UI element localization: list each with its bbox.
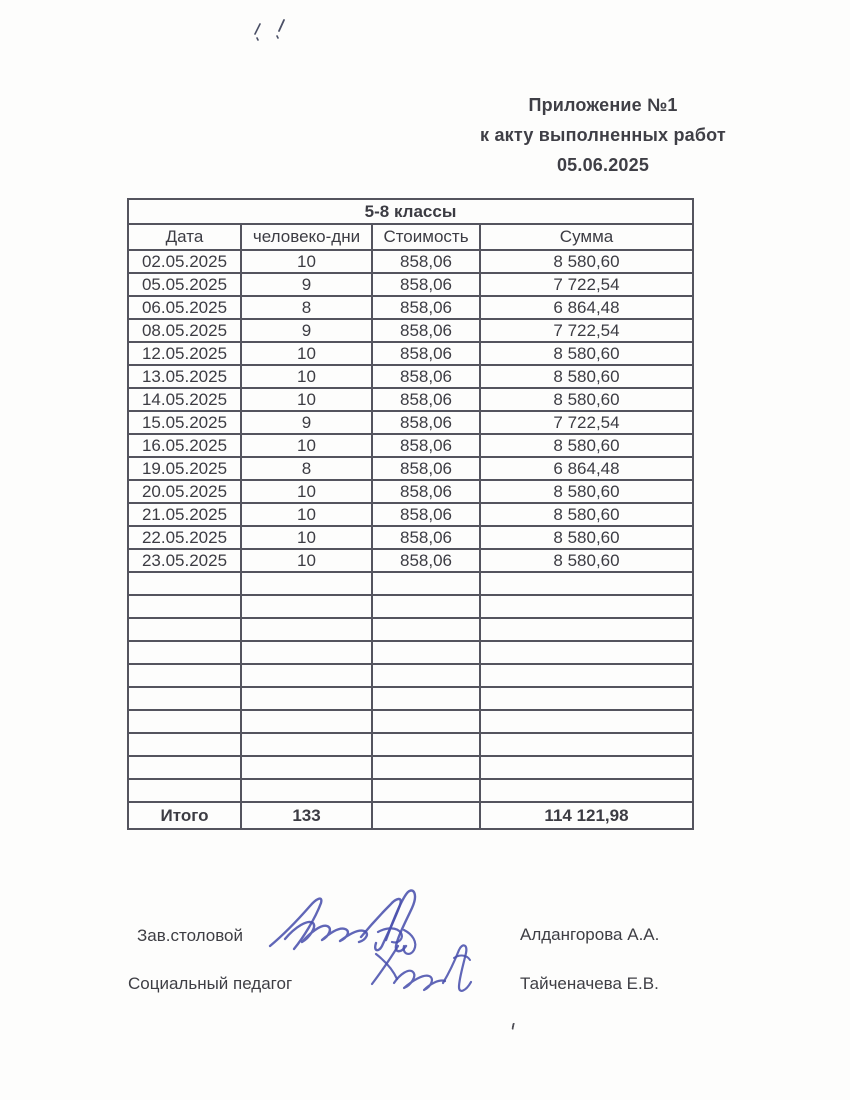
table-row [128, 480, 693, 503]
empty-cell [128, 618, 241, 641]
signature-name-2: Тайченачева Е.В. [520, 974, 659, 993]
table-row [128, 549, 693, 572]
cell-man-days: 10 [241, 342, 372, 365]
cell-man-days: 10 [241, 503, 372, 526]
empty-cell [372, 618, 480, 641]
col-header-man-days: человеко-дни [241, 224, 372, 250]
empty-cell [372, 572, 480, 595]
table-title-row [128, 199, 693, 224]
total-cost [372, 802, 480, 829]
table-row [128, 526, 693, 549]
empty-row [128, 572, 693, 595]
cell-cost: 858,06 [372, 365, 480, 388]
empty-cell [241, 733, 372, 756]
cell-cost: 858,06 [372, 457, 480, 480]
empty-cell [372, 779, 480, 802]
cell-sum: 8 580,60 [480, 434, 693, 457]
table-row [128, 250, 693, 273]
signature-role-1: Зав.столовой [137, 926, 244, 945]
empty-cell [241, 710, 372, 733]
cell-date: 23.05.2025 [128, 549, 241, 572]
cell-date: 06.05.2025 [128, 296, 241, 319]
cell-date: 12.05.2025 [128, 342, 241, 365]
empty-cell [480, 756, 693, 779]
cell-cost: 858,06 [372, 411, 480, 434]
cell-man-days: 9 [241, 319, 372, 342]
cell-sum: 8 580,60 [480, 365, 693, 388]
cell-sum: 6 864,48 [480, 457, 693, 480]
empty-row [128, 756, 693, 779]
empty-cell [128, 779, 241, 802]
cell-date: 16.05.2025 [128, 434, 241, 457]
cell-date: 20.05.2025 [128, 480, 241, 503]
cell-cost: 858,06 [372, 503, 480, 526]
empty-cell [128, 756, 241, 779]
empty-cell [241, 618, 372, 641]
empty-cell [372, 710, 480, 733]
empty-cell [128, 641, 241, 664]
empty-cell [128, 710, 241, 733]
empty-cell [480, 595, 693, 618]
signature-name-1: Алдангорова А.А. [520, 925, 660, 944]
table-row [128, 388, 693, 411]
empty-cell [241, 641, 372, 664]
cell-date: 08.05.2025 [128, 319, 241, 342]
cell-man-days: 9 [241, 273, 372, 296]
cell-man-days: 10 [241, 250, 372, 273]
total-man-days: 133 [241, 802, 372, 829]
cell-cost: 858,06 [372, 319, 480, 342]
empty-cell [480, 779, 693, 802]
total-row [128, 802, 693, 829]
empty-row [128, 595, 693, 618]
col-header-cost: Стоимость [372, 224, 480, 250]
cell-date: 15.05.2025 [128, 411, 241, 434]
empty-cell [480, 733, 693, 756]
cell-sum: 7 722,54 [480, 273, 693, 296]
cell-sum: 8 580,60 [480, 480, 693, 503]
attendance-table [127, 198, 694, 830]
cell-cost: 858,06 [372, 273, 480, 296]
empty-row [128, 779, 693, 802]
empty-cell [241, 664, 372, 687]
cell-sum: 7 722,54 [480, 411, 693, 434]
cell-man-days: 10 [241, 549, 372, 572]
empty-cell [241, 687, 372, 710]
table-row [128, 296, 693, 319]
cell-man-days: 10 [241, 526, 372, 549]
table-row [128, 434, 693, 457]
total-sum: 114 121,98 [480, 802, 693, 829]
cell-man-days: 10 [241, 388, 372, 411]
header-act-line: к акту выполненных работ [480, 125, 726, 145]
cell-man-days: 10 [241, 480, 372, 503]
table-row [128, 273, 693, 296]
table-title: 5-8 классы [128, 199, 693, 224]
table-row [128, 503, 693, 526]
cell-sum: 8 580,60 [480, 388, 693, 411]
signature-ink-1 [266, 886, 432, 962]
empty-row [128, 618, 693, 641]
table-row [128, 411, 693, 434]
total-label: Итого [128, 802, 241, 829]
cell-man-days: 10 [241, 434, 372, 457]
table-body [128, 250, 693, 802]
empty-row [128, 641, 693, 664]
cell-man-days: 9 [241, 411, 372, 434]
empty-cell [241, 595, 372, 618]
empty-cell [372, 664, 480, 687]
signature-role-2: Социальный педагог [128, 974, 293, 993]
empty-cell [372, 733, 480, 756]
cell-cost: 858,06 [372, 549, 480, 572]
document-header [353, 90, 850, 180]
empty-cell [128, 572, 241, 595]
cell-date: 13.05.2025 [128, 365, 241, 388]
cell-date: 21.05.2025 [128, 503, 241, 526]
cell-date: 05.05.2025 [128, 273, 241, 296]
cell-sum: 6 864,48 [480, 296, 693, 319]
cell-date: 14.05.2025 [128, 388, 241, 411]
empty-cell [480, 687, 693, 710]
empty-cell [128, 664, 241, 687]
cell-cost: 858,06 [372, 480, 480, 503]
empty-cell [480, 618, 693, 641]
cell-man-days: 8 [241, 457, 372, 480]
cell-date: 02.05.2025 [128, 250, 241, 273]
cell-sum: 8 580,60 [480, 342, 693, 365]
cell-cost: 858,06 [372, 296, 480, 319]
cell-man-days: 8 [241, 296, 372, 319]
table-row [128, 319, 693, 342]
table-header-row [128, 224, 693, 250]
table-row [128, 457, 693, 480]
empty-row [128, 664, 693, 687]
empty-cell [128, 733, 241, 756]
col-header-date: Дата [128, 224, 241, 250]
cell-cost: 858,06 [372, 250, 480, 273]
cell-sum: 8 580,60 [480, 549, 693, 572]
header-date-line: 05.06.2025 [556, 155, 650, 175]
cell-cost: 858,06 [372, 434, 480, 457]
signature-ink-2 [366, 938, 478, 1000]
empty-row [128, 687, 693, 710]
cell-cost: 858,06 [372, 388, 480, 411]
empty-cell [480, 641, 693, 664]
cell-date: 19.05.2025 [128, 457, 241, 480]
empty-cell [241, 779, 372, 802]
cell-sum: 7 722,54 [480, 319, 693, 342]
header-appendix-line: Приложение №1 [528, 95, 678, 115]
cell-sum: 8 580,60 [480, 503, 693, 526]
empty-cell [128, 595, 241, 618]
ink-speck [511, 1023, 517, 1031]
table-row [128, 342, 693, 365]
pen-scribble-marks [248, 16, 294, 42]
empty-cell [241, 756, 372, 779]
empty-cell [372, 595, 480, 618]
cell-sum: 8 580,60 [480, 250, 693, 273]
cell-sum: 8 580,60 [480, 526, 693, 549]
empty-cell [372, 756, 480, 779]
empty-row [128, 710, 693, 733]
empty-row [128, 733, 693, 756]
table-row [128, 365, 693, 388]
cell-man-days: 10 [241, 365, 372, 388]
empty-cell [372, 641, 480, 664]
cell-date: 22.05.2025 [128, 526, 241, 549]
empty-cell [480, 664, 693, 687]
empty-cell [480, 710, 693, 733]
empty-cell [480, 572, 693, 595]
empty-cell [372, 687, 480, 710]
cell-cost: 858,06 [372, 342, 480, 365]
col-header-sum: Сумма [480, 224, 693, 250]
empty-cell [241, 572, 372, 595]
cell-cost: 858,06 [372, 526, 480, 549]
empty-cell [128, 687, 241, 710]
